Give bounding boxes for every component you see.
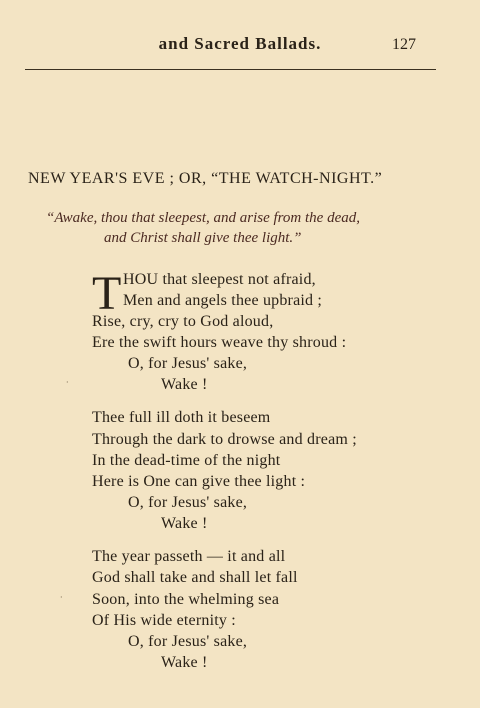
stanza-1-line-5: O, for Jesus' sake, (128, 355, 248, 372)
header-rule (25, 69, 436, 70)
stanza-2-line-1: Thee full ill doth it beseem (92, 409, 271, 426)
stanza-2-line-5: O, for Jesus' sake, (128, 494, 248, 511)
stanza-2-line-6: Wake ! (161, 515, 208, 532)
running-head: and Sacred Ballads. (158, 34, 322, 53)
epigraph-line-1: “Awake, thou that sleepest, and arise from the dead, (46, 210, 360, 226)
stanza-3-line-2: God shall take and shall let fall (92, 569, 298, 586)
stanza-2-line-4: Here is One can give thee light : (92, 473, 306, 490)
stanza-3-line-4: Of His wide eternity : (92, 612, 236, 629)
drop-cap: T (92, 267, 122, 320)
epigraph-line-2: and Christ shall give thee light.” (104, 230, 302, 246)
stanza-3-line-6: Wake ! (161, 654, 208, 671)
page-number: 127 (392, 36, 416, 53)
stanza-2-line-2: Through the dark to drowse and dream ; (92, 431, 357, 448)
stanza-3-line-5: O, for Jesus' sake, (128, 633, 248, 650)
stanza-3-line-1: The year passeth — it and all (92, 548, 286, 565)
stanza-2-line-3: In the dead-time of the night (92, 452, 281, 469)
paper-speck: · (60, 593, 63, 602)
stanza-1-line-1: HOU that sleepest not afraid, (123, 271, 316, 288)
stanza-1-line-6: Wake ! (161, 376, 208, 393)
stanza-1-line-3: Rise, cry, cry to God aloud, (92, 313, 274, 330)
stanza-3-line-3: Soon, into the whelming sea (92, 591, 280, 608)
stanza-1-line-4: Ere the swift hours weave thy shroud : (92, 334, 347, 351)
paper-speck: · (66, 378, 69, 387)
stanza-1-line-2: Men and angels thee upbraid ; (123, 292, 323, 309)
poem-title: NEW YEAR'S EVE ; OR, “THE WATCH-NIGHT.” (28, 170, 383, 187)
